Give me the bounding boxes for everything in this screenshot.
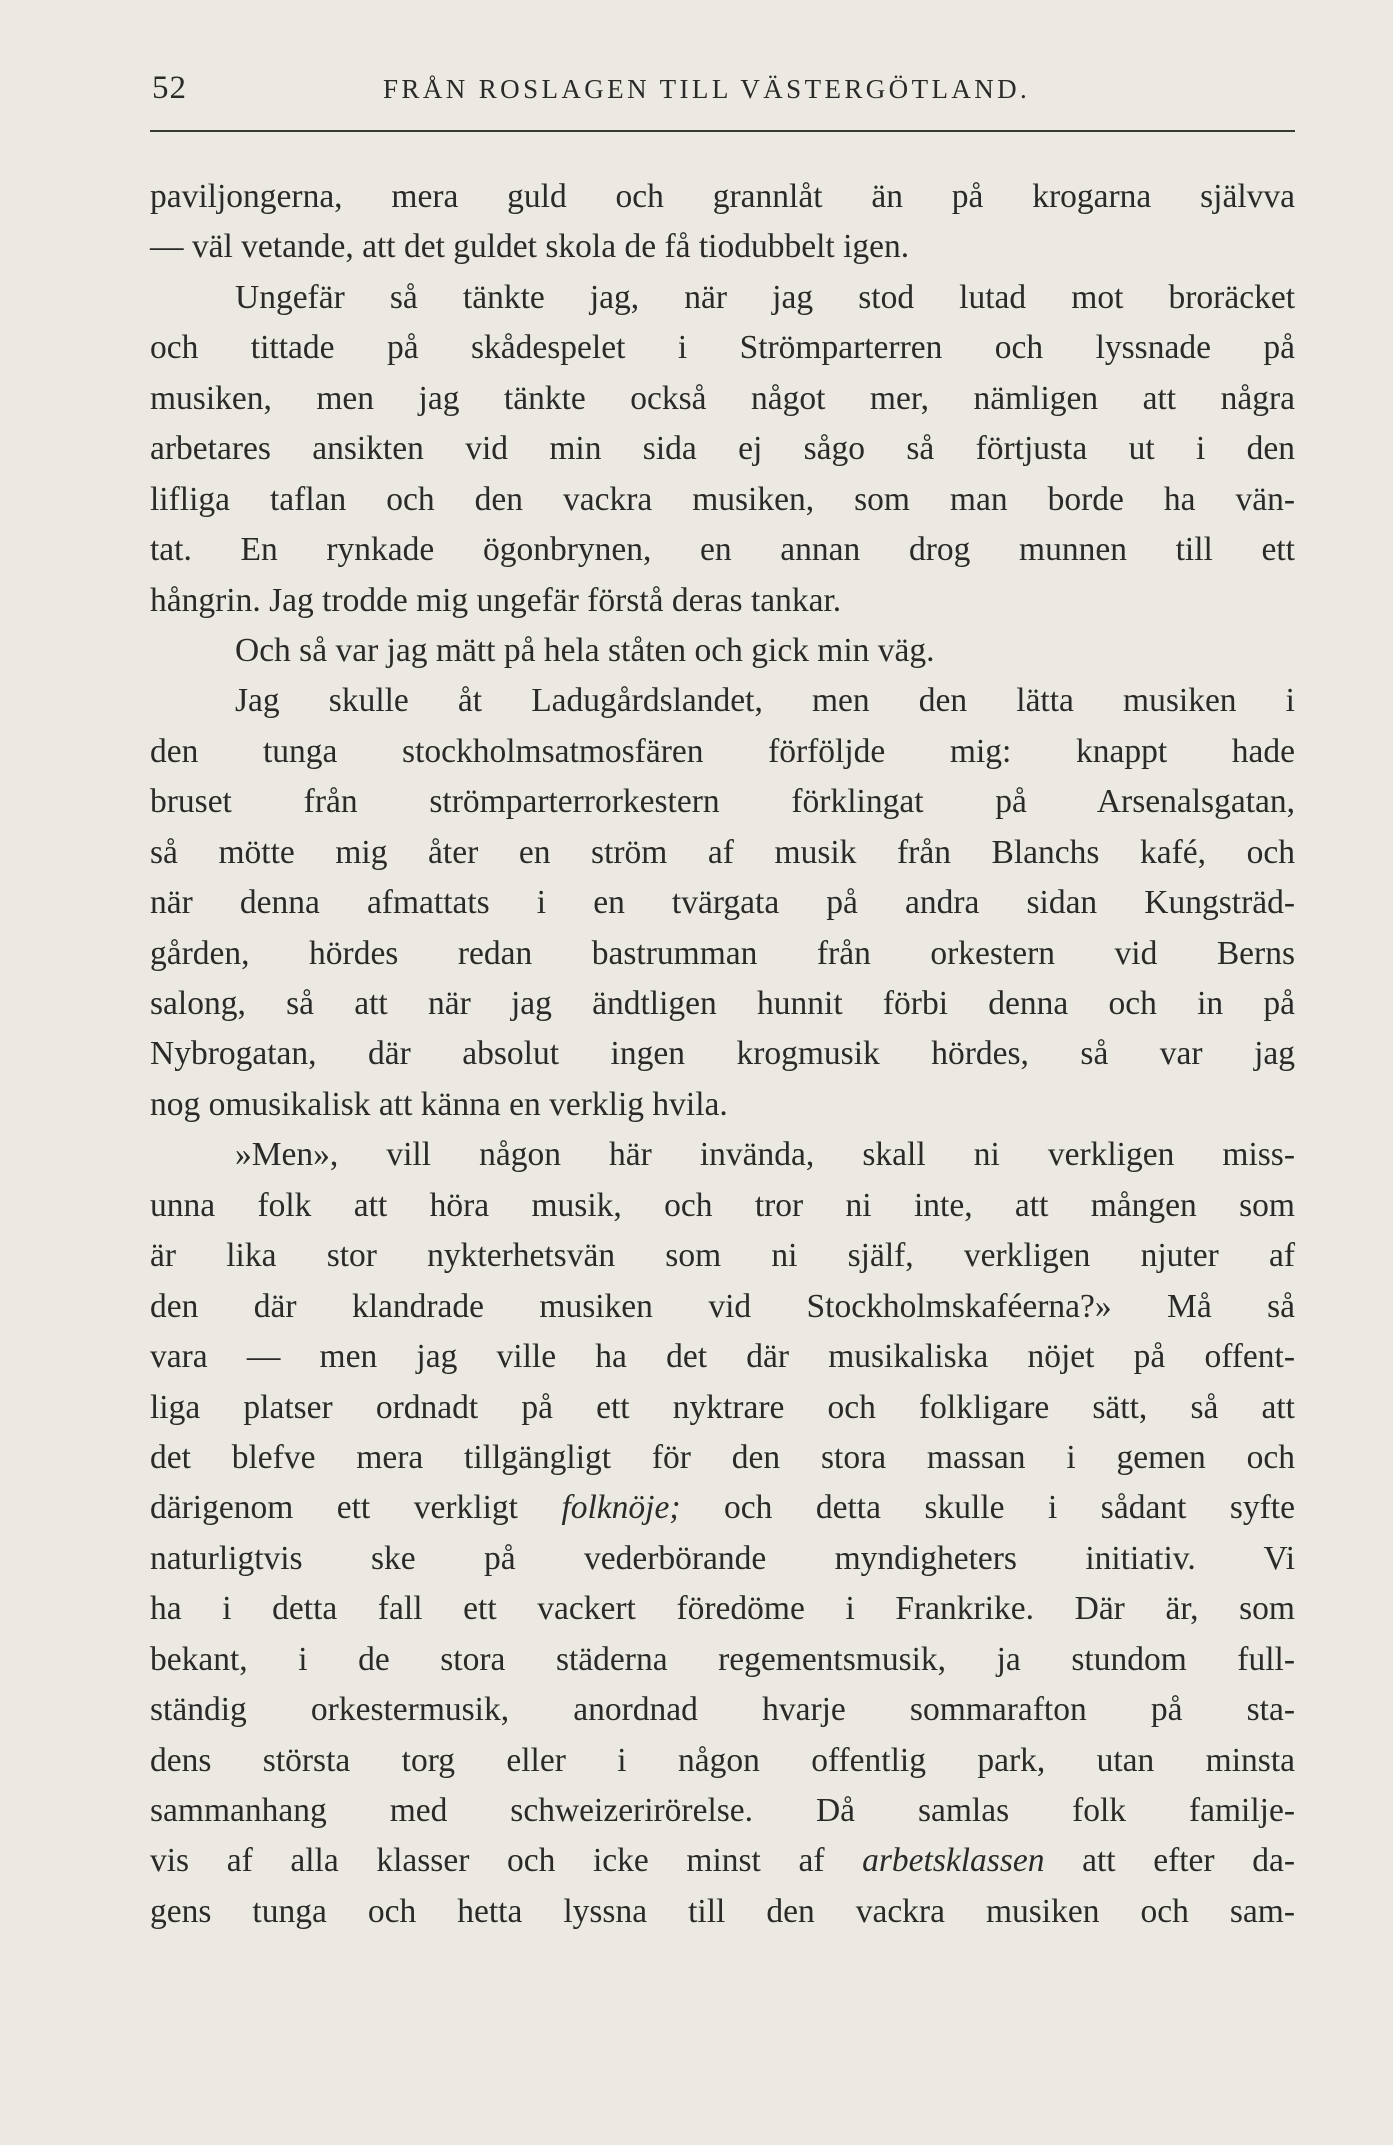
text-line: dens största torg eller i någon offentlig park, utan minsta: [150, 1741, 1295, 1779]
text-line: musiken, men jag tänkte också något mer, nämligen att några: [150, 379, 1295, 417]
text-line: — väl vetande, att det guldet skola de få tiodubbelt igen.: [150, 228, 910, 266]
text-line: paviljongerna, mera guld och grannlåt än på krogarna självva: [150, 178, 1295, 215]
text-line: Nybrogatan, där absolut ingen krogmusik hördes, så var jag: [150, 1035, 1295, 1073]
text-line: är lika stor nykterhetsvän som ni själf, verkligen njuter af: [150, 1237, 1295, 1275]
text-line: och tittade på skådespelet i Strömparterren och lyssnade på: [150, 329, 1295, 367]
text-line: den tunga stockholmsatmosfären förföljde mig: knappt hade: [150, 732, 1295, 770]
text-line-start: därigenom ett verkligt: [150, 1489, 562, 1527]
page-number: 52: [152, 70, 187, 106]
text-line: hångrin. Jag trodde mig ungefär förstå deras tankar.: [150, 581, 842, 619]
text-line: så mötte mig åter en ström af musik från Blanchs kafé, och: [150, 833, 1295, 871]
text-line: gården, hördes redan bastrumman från orkestern vid Berns: [150, 934, 1295, 972]
text-line: Och så var jag mätt på hela ståten och gick min väg.: [235, 631, 935, 669]
text-line: Ungefär så tänkte jag, när jag stod lutad mot broräcket: [235, 278, 1295, 316]
text-line-end: att efter da-: [1044, 1842, 1295, 1880]
text-line: bekant, i de stora städerna regementsmusik, ja stundom full-: [150, 1640, 1295, 1678]
text-line: det blefve mera tillgängligt för den stora massan i gemen och: [150, 1438, 1295, 1476]
text-line: nog omusikalisk att känna en verklig hvila.: [150, 1085, 728, 1123]
text-line-end: och detta skulle i sådant syfte: [680, 1489, 1295, 1527]
running-title: FRÅN ROSLAGEN TILL VÄSTERGÖTLAND.: [383, 74, 1031, 104]
text-line: arbetares ansikten vid min sida ej sågo så förtjusta ut i den: [150, 430, 1295, 468]
text-line: unna folk att höra musik, och tror ni inte, att mången som: [150, 1186, 1295, 1224]
text-line: »Men», vill någon här invända, skall ni verkligen miss-: [235, 1136, 1295, 1174]
text-line: [150, 1483, 1295, 1533]
text-line: naturligtvis ske på vederbörande myndigheters initiativ. Vi: [150, 1539, 1295, 1577]
running-head: [150, 66, 1295, 114]
text-line: gens tunga och hetta lyssna till den vackra musiken och sam-: [150, 1892, 1295, 1930]
text-line: vara — men jag ville ha det där musikaliska nöjet på offent-: [150, 1338, 1295, 1376]
text-line: salong, så att när jag ändtligen hunnit förbi denna och in på: [150, 985, 1295, 1022]
emphasis-folknoje: folknöje;: [561, 1489, 681, 1527]
text-line: [150, 1836, 1295, 1886]
text-line: Jag skulle åt Ladugårdslandet, men den lätta musiken i: [235, 682, 1295, 720]
text-line: när denna afmattats i en tvärgata på andra sidan Kungsträd-: [150, 884, 1295, 922]
text-line: liga platser ordnadt på ett nyktrare och folkligare sätt, så att: [150, 1388, 1295, 1426]
emphasis-arbetsklassen: arbetsklassen: [862, 1842, 1045, 1880]
body-text: [150, 172, 1295, 1937]
text-line-start: vis af alla klasser och icke minst af: [150, 1842, 863, 1880]
text-line: lifliga taflan och den vackra musiken, som man borde ha vän-: [150, 480, 1295, 518]
text-line: den där klandrade musiken vid Stockholmskaféerna?» Må så: [150, 1287, 1295, 1325]
text-line: ständig orkestermusik, anordnad hvarje sommarafton på sta-: [150, 1691, 1295, 1729]
text-line: sammanhang med schweizerirörelse. Då samlas folk familje-: [150, 1792, 1295, 1829]
text-line: ha i detta fall ett vackert föredöme i Frankrike. Där är, som: [150, 1590, 1295, 1628]
text-line: tat. En rynkade ögonbrynen, en annan drog munnen till ett: [150, 531, 1295, 569]
header-rule: [150, 130, 1295, 132]
text-line: bruset från strömparterrorkestern förklingat på Arsenalsgatan,: [150, 783, 1295, 821]
